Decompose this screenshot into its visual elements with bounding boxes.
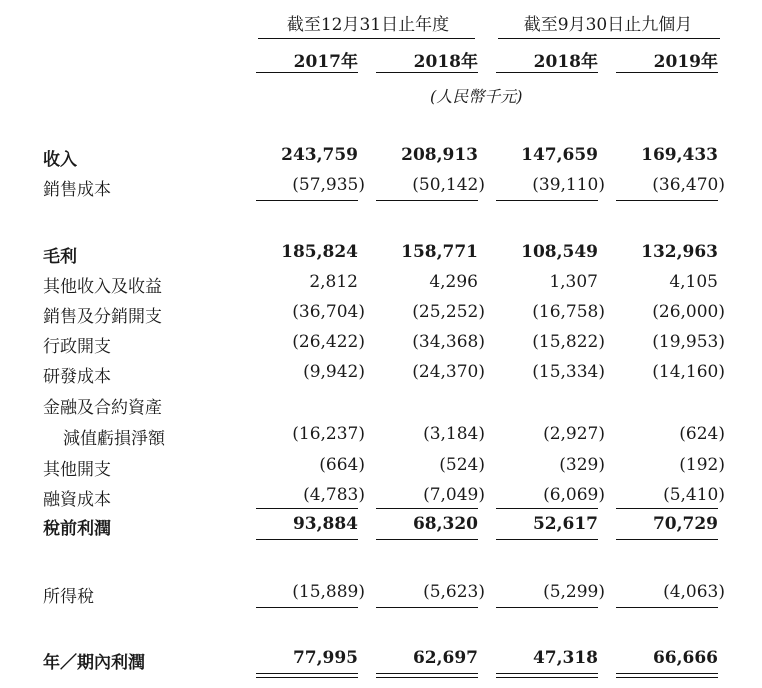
row-label: 其他開支 — [43, 460, 111, 480]
year-underline — [256, 72, 358, 73]
total-double-rule — [256, 673, 358, 678]
cell-value: (524) — [439, 455, 485, 475]
cell-value: (5,299) — [543, 582, 605, 602]
cell-value: 108,549 — [521, 242, 598, 262]
cell-value: (15,889) — [292, 582, 365, 602]
cell-value: (16,237) — [292, 424, 365, 444]
cell-value: 132,963 — [641, 242, 718, 262]
row-label: 毛利 — [43, 247, 77, 267]
row-label: 收入 — [43, 150, 77, 170]
currency-unit: (人民幣千元) — [430, 87, 523, 106]
cell-value: (57,935) — [292, 175, 365, 195]
cell-value: (9,942) — [303, 362, 365, 382]
cell-value: (7,049) — [423, 485, 485, 505]
cell-value: 243,759 — [281, 145, 358, 165]
year-col-2: 2018年 — [413, 52, 478, 72]
cell-value: 4,105 — [669, 272, 718, 292]
cell-value: (3,184) — [423, 424, 485, 444]
cell-value: 66,666 — [652, 648, 718, 668]
subtotal-rule — [256, 607, 358, 608]
cell-value: (16,758) — [532, 302, 605, 322]
cell-value: 70,729 — [652, 514, 718, 534]
row-label: 融資成本 — [43, 490, 111, 510]
year-underline — [496, 72, 598, 73]
year-col-4: 2019年 — [653, 52, 718, 72]
year-underline — [376, 72, 478, 73]
cell-value: (36,704) — [292, 302, 365, 322]
cell-value: (39,110) — [532, 175, 605, 195]
subtotal-rule — [376, 539, 478, 540]
subtotal-rule — [496, 200, 598, 201]
cell-value: 52,617 — [532, 514, 598, 534]
cell-value: (5,623) — [423, 582, 485, 602]
row-label: 行政開支 — [43, 337, 111, 357]
cell-value: 2,812 — [309, 272, 358, 292]
cell-value: 147,659 — [521, 145, 598, 165]
row-label: 稅前利潤 — [43, 519, 111, 539]
cell-value: 47,318 — [532, 648, 598, 668]
year-underline — [616, 72, 718, 73]
total-double-rule — [496, 673, 598, 678]
subtotal-rule — [256, 539, 358, 540]
row-label: 銷售成本 — [43, 180, 111, 200]
cell-value: (624) — [679, 424, 725, 444]
subtotal-rule — [496, 508, 598, 509]
cell-value: (19,953) — [652, 332, 725, 352]
cell-value: (329) — [559, 455, 605, 475]
cell-value: 93,884 — [292, 514, 358, 534]
subtotal-rule — [376, 508, 478, 509]
row-label: 減值虧損淨額 — [63, 429, 165, 449]
cell-value: (14,160) — [652, 362, 725, 382]
cell-value: 1,307 — [549, 272, 598, 292]
cell-value: 158,771 — [401, 242, 478, 262]
cell-value: (15,822) — [532, 332, 605, 352]
cell-value: 169,433 — [641, 145, 718, 165]
cell-value: (36,470) — [652, 175, 725, 195]
subtotal-rule — [376, 607, 478, 608]
cell-value: 4,296 — [429, 272, 478, 292]
cell-value: (15,334) — [532, 362, 605, 382]
cell-value: (26,422) — [292, 332, 365, 352]
subtotal-rule — [376, 200, 478, 201]
cell-value: (2,927) — [543, 424, 605, 444]
cell-value: (50,142) — [412, 175, 485, 195]
cell-value: 62,697 — [412, 648, 478, 668]
cell-value: (25,252) — [412, 302, 485, 322]
cell-value: (192) — [679, 455, 725, 475]
total-double-rule — [376, 673, 478, 678]
header-underline-year — [258, 38, 475, 39]
subtotal-rule — [616, 607, 718, 608]
row-label: 所得稅 — [43, 587, 94, 607]
subtotal-rule — [256, 508, 358, 509]
row-label: 年／期內利潤 — [43, 653, 145, 673]
year-col-3: 2018年 — [533, 52, 598, 72]
subtotal-rule — [616, 508, 718, 509]
cell-value: 77,995 — [292, 648, 358, 668]
row-label: 其他收入及收益 — [43, 277, 162, 297]
cell-value: (5,410) — [663, 485, 725, 505]
year-col-1: 2017年 — [293, 52, 358, 72]
row-label: 銷售及分銷開支 — [43, 307, 162, 327]
row-label: 研發成本 — [43, 367, 111, 387]
row-label: 金融及合約資產 — [43, 398, 162, 418]
header-period-nine-months: 截至9月30日止九個月 — [523, 15, 693, 35]
cell-value: 185,824 — [281, 242, 358, 262]
cell-value: 208,913 — [401, 145, 478, 165]
subtotal-rule — [616, 200, 718, 201]
cell-value: (4,063) — [663, 582, 725, 602]
subtotal-rule — [496, 539, 598, 540]
cell-value: (26,000) — [652, 302, 725, 322]
subtotal-rule — [616, 539, 718, 540]
cell-value: (24,370) — [412, 362, 485, 382]
cell-value: (4,783) — [303, 485, 365, 505]
subtotal-rule — [256, 200, 358, 201]
cell-value: (6,069) — [543, 485, 605, 505]
total-double-rule — [616, 673, 718, 678]
cell-value: (34,368) — [412, 332, 485, 352]
header-period-year: 截至12月31日止年度 — [286, 15, 450, 35]
cell-value: 68,320 — [412, 514, 478, 534]
cell-value: (664) — [319, 455, 365, 475]
header-underline-nine-months — [498, 38, 720, 39]
subtotal-rule — [496, 607, 598, 608]
